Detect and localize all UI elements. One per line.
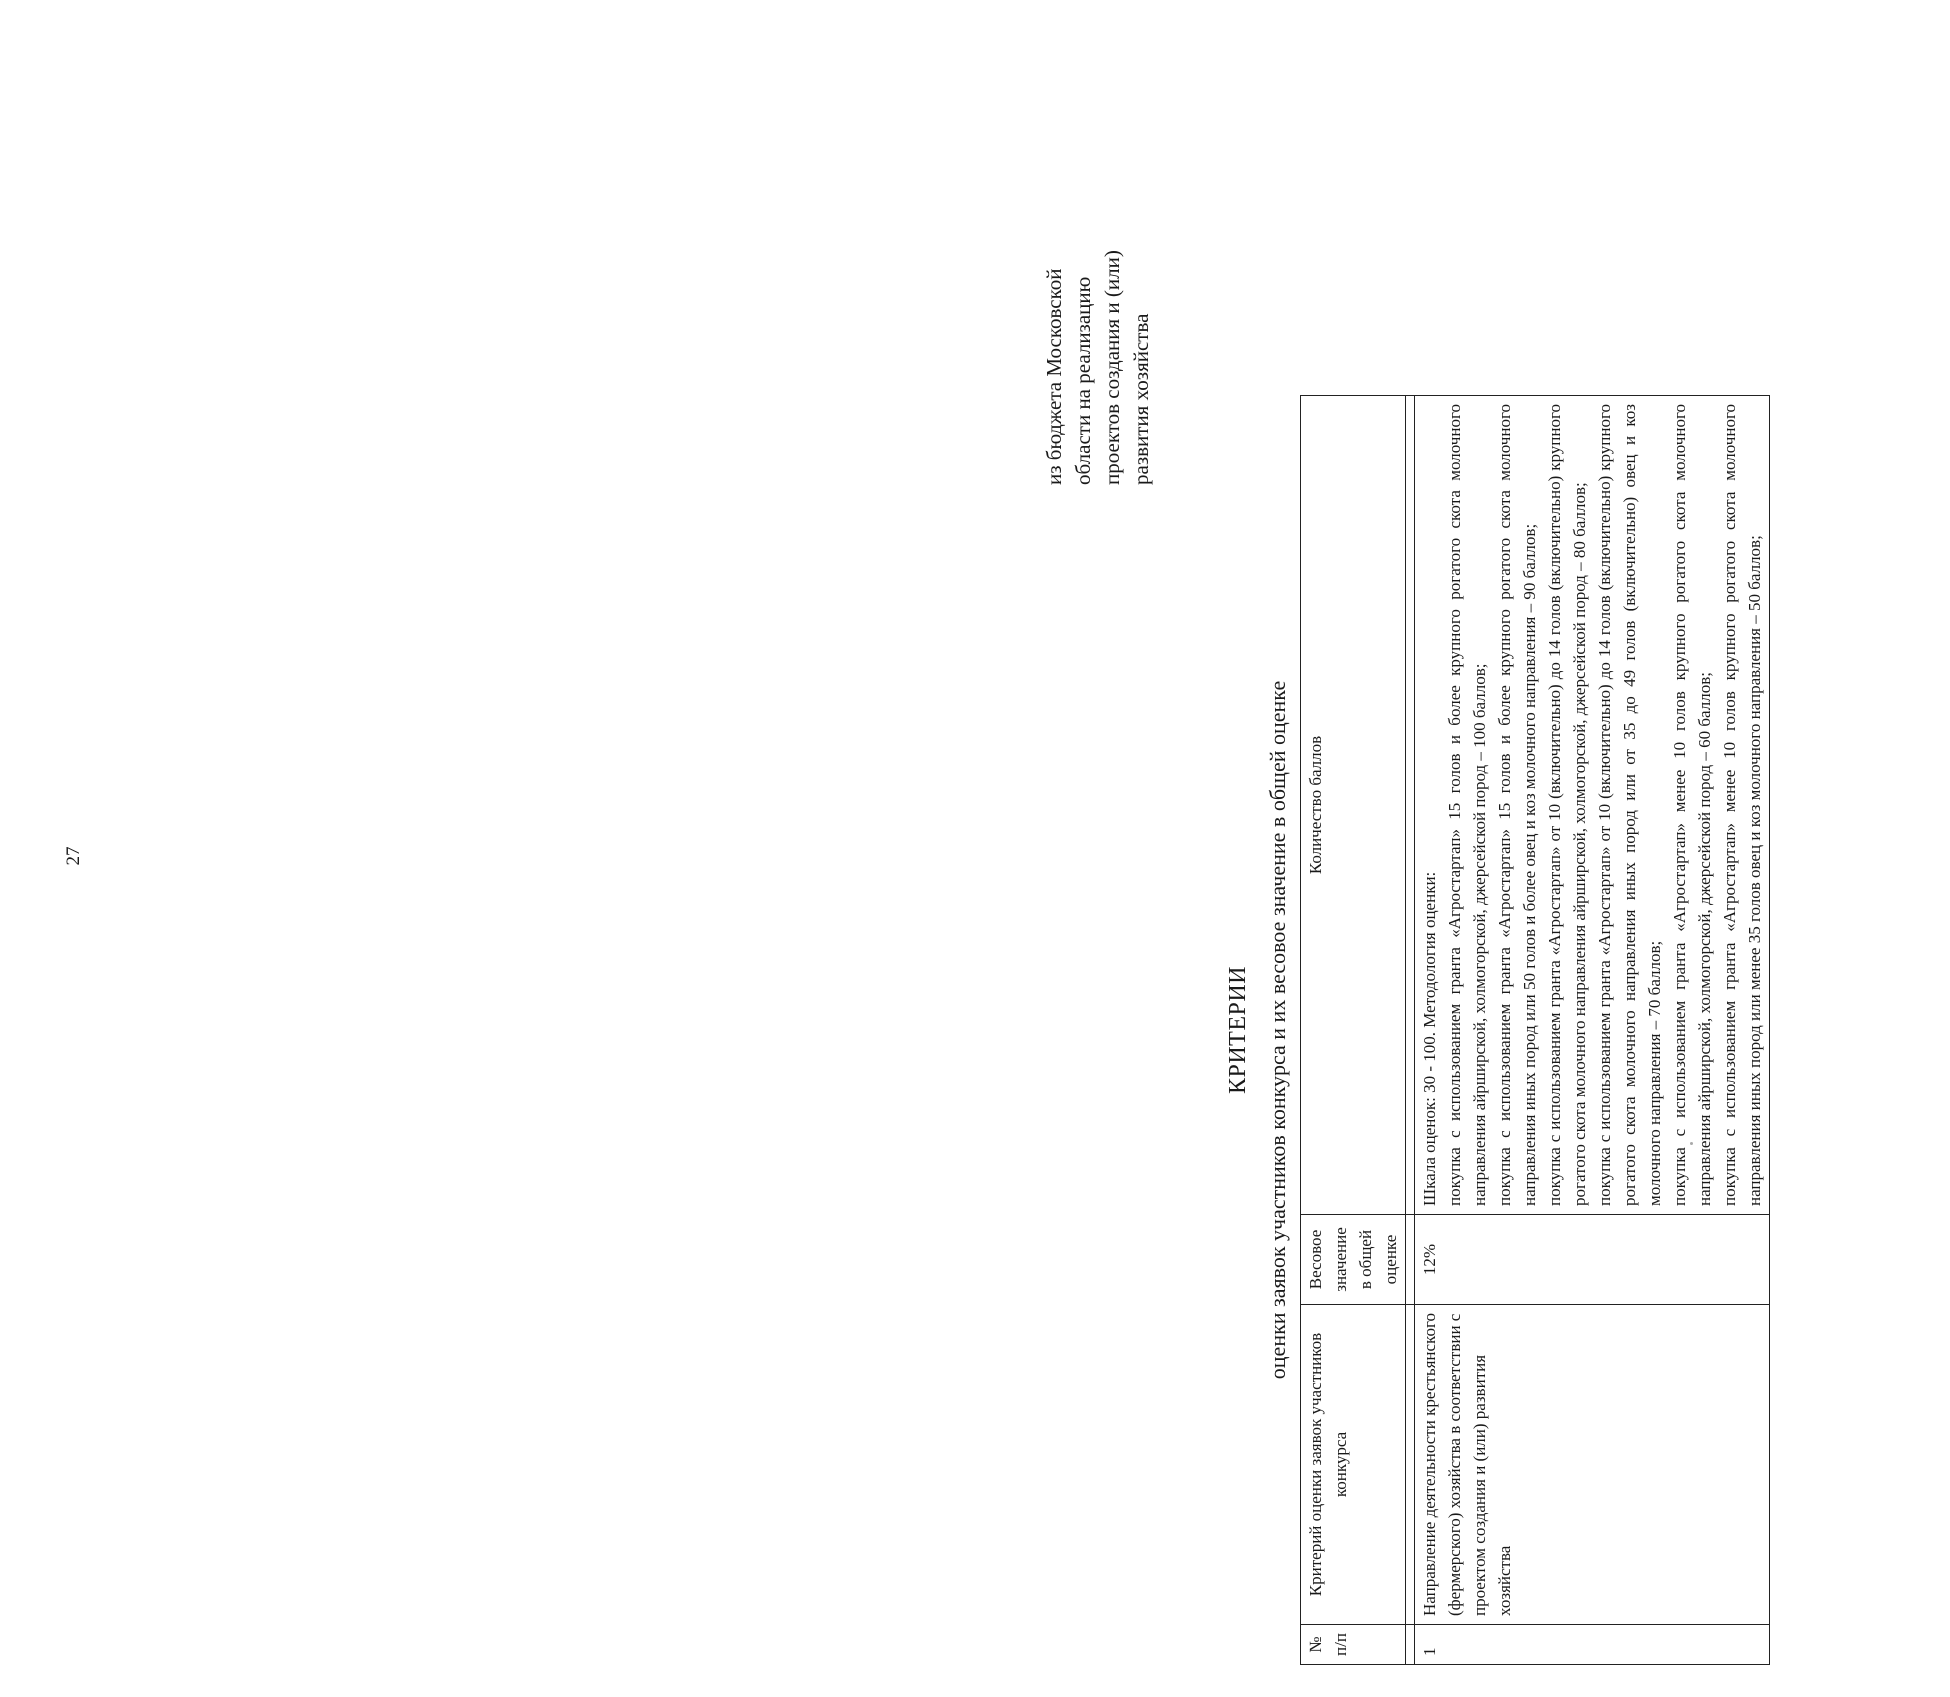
reference-line: проектов создания и (или)	[1100, 250, 1124, 485]
row-weight: 12%	[1415, 1215, 1770, 1305]
score-line: покупка с использованием гранта «Агростартап» от 10 (включительно) до 14 голов (включительно) крупного рогатого скота молочного направления иных пород или от 35 до 49 голов (включительно) овец и коз молочного направления – 70 баллов;	[1595, 404, 1664, 1206]
row-criterion: Направление деятельности крестьянского (фермерского) хозяйства в соответствии с проектом создания и (или) развития хозяйства	[1415, 1305, 1770, 1625]
score-line: покупка с использованием гранта «Агростартап» менее 10 голов крупного рогатого скота молочного направления иных пород или менее 35 голов овец и коз молочного направления – 50 баллов;	[1720, 404, 1764, 1206]
criteria-table	[1300, 395, 1770, 1665]
document-subtitle: оценки заявок участников конкурса и их весовое значение в общей оценке	[1265, 680, 1290, 1380]
rotated-sheet	[1000, 195, 1950, 1665]
row-number: 1	[1415, 1625, 1770, 1665]
table-row	[1415, 396, 1770, 1665]
score-line: Шкала оценок: 30 - 100. Методология оценки:	[1420, 871, 1439, 1206]
row-score	[1415, 396, 1770, 1215]
score-line: покупка с использованием гранта «Агростартап» 15 голов и более крупного рогатого скота молочного направления айрширской, холмогорской, джерсейской пород – 100 баллов;	[1445, 404, 1489, 1206]
reference-line: развития хозяйства	[1129, 313, 1153, 485]
table-header-row	[1301, 396, 1406, 1665]
spacer-cell	[1406, 1625, 1415, 1665]
score-line: покупка с использованием гранта «Агростартап» от 10 (включительно) до 14 голов (включительно) крупного рогатого скота молочного направления айрширской, холмогорской, джерсейской пород – 80 баллов;	[1545, 404, 1589, 1206]
document-title: КРИТЕРИИ	[1225, 965, 1251, 1095]
spacer-cell	[1406, 396, 1415, 1215]
page-number: 27	[63, 846, 84, 866]
spacer-row	[1406, 396, 1415, 1665]
reference-line: области на реализацию	[1071, 276, 1095, 485]
header-number: № п/п	[1301, 1625, 1406, 1665]
header-criterion: Критерий оценки заявок участников конкурса	[1301, 1305, 1406, 1625]
approval-reference	[1040, 195, 1156, 485]
spacer-cell	[1406, 1215, 1415, 1305]
scan-speck	[1690, 1142, 1693, 1145]
score-line: покупка с использованием гранта «Агростартап» 15 голов и более крупного рогатого скота молочного направления иных пород или 50 голов и более овец и коз молочного направления – 90 баллов;	[1495, 404, 1539, 1206]
reference-line: из бюджета Московской	[1042, 268, 1066, 485]
header-score: Количество баллов	[1301, 396, 1406, 1215]
score-line: покупка с использованием гранта «Агростартап» менее 10 голов крупного рогатого скота молочного направления айрширской, холмогорской, джерсейской пород – 60 баллов;	[1670, 404, 1714, 1206]
spacer-cell	[1406, 1305, 1415, 1625]
header-weight: Весовое значение в общей оценке	[1301, 1215, 1406, 1305]
